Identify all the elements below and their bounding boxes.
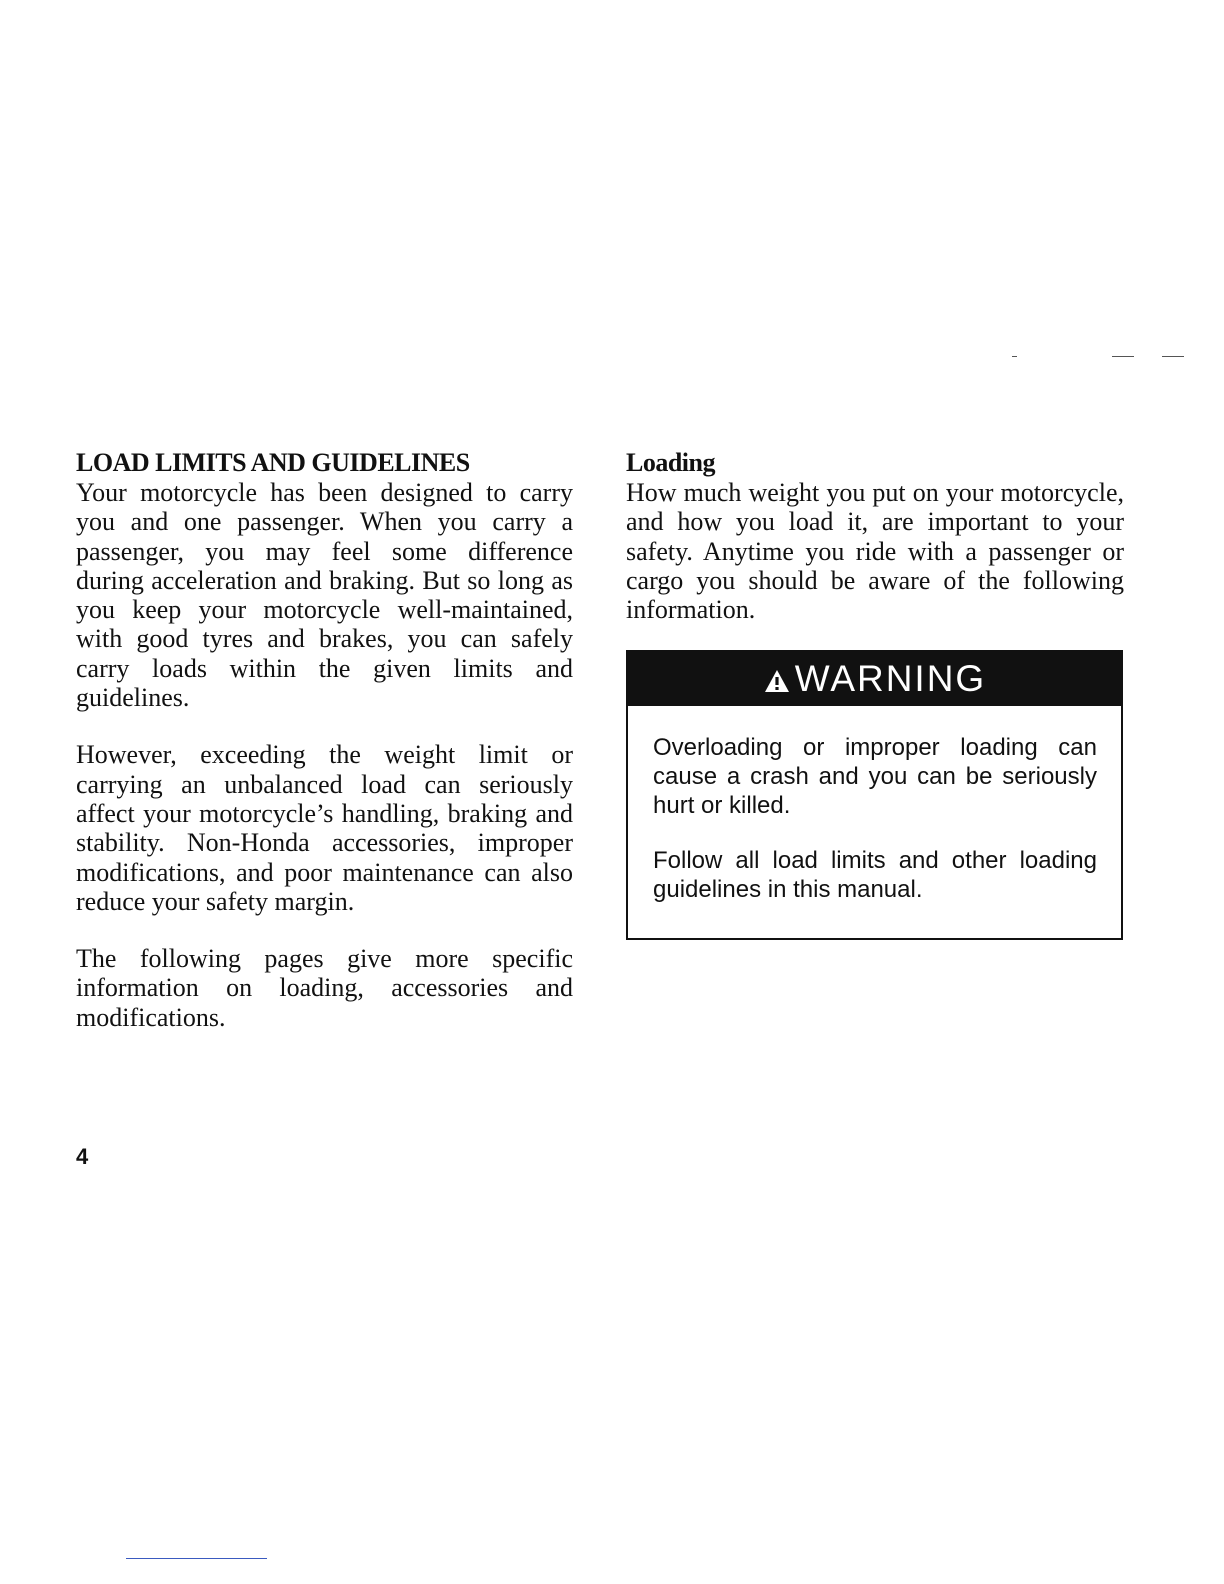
warning-box <box>626 650 1123 940</box>
section-heading: LOAD LIMITS AND GUIDELINES <box>76 448 470 477</box>
bottom-rule <box>126 1558 267 1559</box>
warning-body <box>628 706 1121 904</box>
section-heading: Loading <box>626 448 715 477</box>
paragraph: Your motorcycle has been designed to carry you and one passenger. When you carry a passenger, you may feel some difference during acceleration and braking. But so long as you keep your motorcycle well-maintained, with good tyres and brakes, you can safely carry loads within the given limits and guidelines. <box>76 478 573 713</box>
warning-title: WARNING <box>794 658 987 699</box>
warning-message: Follow all load limits and other loading guidelines in this manual. <box>653 847 1097 903</box>
paragraph: How much weight you put on your motorcycle, and how you load it, are important to your safety. Anytime you ride with a passenger or cargo you should be aware of the following information. <box>626 478 1124 625</box>
corner-mark <box>1012 356 1017 357</box>
loading-section <box>626 448 1124 624</box>
warning-message: Overloading or improper loading can cause a crash and you can be seriously hurt or killed. <box>653 734 1097 819</box>
corner-mark <box>1162 356 1184 357</box>
paragraph: However, exceeding the weight limit or carrying an unbalanced load can seriously affect your motorcycle’s handling, braking and stability. Non-Honda accessories, improper modifications, and poor maintenance can also reduce your safety margin. <box>76 740 573 916</box>
corner-mark <box>1112 356 1134 357</box>
paragraph: The following pages give more specific information on loading, accessories and modifications. <box>76 944 573 1032</box>
warning-header <box>628 652 1121 706</box>
load-limits-section <box>76 448 573 1032</box>
page-number: 4 <box>76 1144 89 1169</box>
warning-triangle-icon <box>763 667 791 695</box>
